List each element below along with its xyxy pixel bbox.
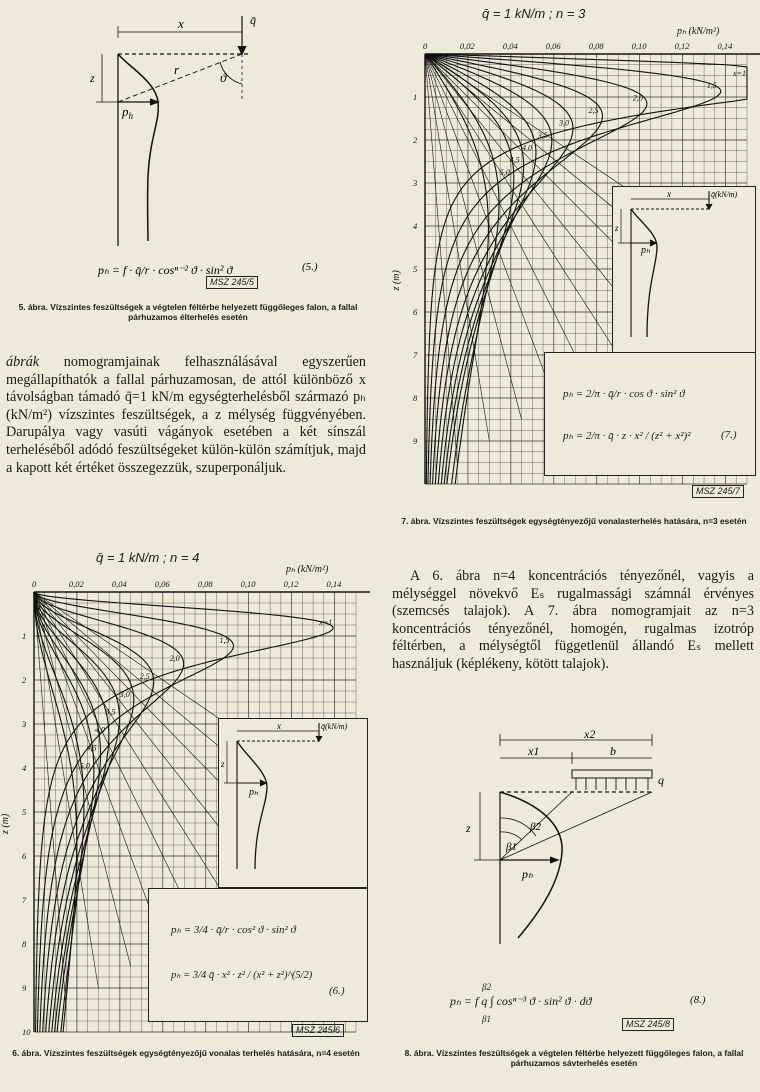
fig8-formula-number: (8.) xyxy=(690,994,706,1006)
g7-xlabel: pₕ (kN/m²) xyxy=(677,26,720,37)
g7-ytick-0: 1 xyxy=(413,92,418,102)
fig5-caption: 5. ábra. Vízszintes feszültségek a végtelen féltérbe helyezett függőleges falon, a fallal párhuzamos élterhelés esetén xyxy=(18,302,358,322)
g7-ytick-3: 4 xyxy=(413,221,418,231)
g7-curve-label-0: x=1 xyxy=(733,68,746,78)
fig5-label-theta: ϑ xyxy=(220,70,227,85)
g7-ylabel: z (m) xyxy=(391,270,402,291)
fig8-stamp: MSZ 245/8 xyxy=(622,1018,674,1031)
g6-curve-label-3: 2,5 xyxy=(139,671,150,681)
g6-xtick-4: 0,08 xyxy=(197,579,213,589)
fig8-label-q: q xyxy=(658,773,664,787)
fig5-label-ph: p xyxy=(122,104,129,119)
g6-ytick-1: 2 xyxy=(22,675,27,685)
g6-curve-label-7: 4,5 xyxy=(86,743,97,753)
fig5-label-r: r xyxy=(174,62,180,77)
g7-xtick-0: 0 xyxy=(423,41,428,51)
fig7-formula-2: pₕ = 2/π · q̄ · z · x² / (z² + x²)² xyxy=(563,430,691,442)
fig6-formula-box xyxy=(148,888,368,1022)
svg-text:ph xyxy=(121,104,134,121)
fig5-label-x: x xyxy=(178,16,184,31)
fig6-formula-number: (6.) xyxy=(329,985,345,997)
body-text-right: A 6. ábra n=4 koncentrációs tényezőnél, vagyis a mélységgel növekvő Eₛ rugalmassági számnál érvényes (szemcsés talajok). A 7. ábra nomogramjait az n=3 koncentrációs tényezőnél, homogén, rugalmas izotróp féltérben, a mélységtől függetlenül állandó Eₛ mellett használjuk (képlékeny, kötött talajok). xyxy=(392,568,754,672)
g6-curve-label-5: 3,5 xyxy=(105,707,116,717)
g6-ytick-8: 9 xyxy=(22,983,27,993)
fig8-label-ph: pₕ xyxy=(522,867,533,881)
body-text-left-lead: ábrák xyxy=(6,354,40,370)
g6-curve-label-2: 2,0 xyxy=(169,653,180,663)
g7-curve-label-3: 2,5 xyxy=(588,106,599,116)
fig5-stamp: MSZ 245/5 xyxy=(206,276,258,289)
g7-ytick-7: 8 xyxy=(413,393,418,403)
g7-xtick-3: 0,06 xyxy=(545,41,561,51)
g7-curve-label-1: 1,5 xyxy=(706,81,717,91)
g7-ytick-5: 6 xyxy=(413,307,418,317)
fig7-stamp: MSZ 245/7 xyxy=(692,485,744,498)
g6-ytick-9: 10 xyxy=(22,1027,31,1037)
g6-xtick-0: 0 xyxy=(32,579,37,589)
fig7-title: q̄ = 1 kN/m ; n = 3 xyxy=(482,6,586,21)
fig6-title: q̄ = 1 kN/m ; n = 4 xyxy=(96,550,200,565)
g7-ytick-4: 5 xyxy=(413,264,418,274)
fig8-formula: pₕ = f q ∫ cosⁿ⁻³ ϑ · sin² ϑ · dϑ xyxy=(450,994,592,1008)
g7-xtick-7: 0,14 xyxy=(717,41,733,51)
fig8-label-b: b xyxy=(610,744,616,758)
g6-xtick-6: 0,12 xyxy=(283,579,299,589)
g7-curve-label-6: 4,0 xyxy=(521,143,532,153)
g7-ytick-6: 7 xyxy=(413,350,418,360)
g6-ytick-2: 3 xyxy=(22,719,27,729)
g6-ytick-4: 5 xyxy=(22,807,27,817)
fig8-label-x2: x2 xyxy=(584,727,596,741)
g7-curve-label-8: 5,0 xyxy=(499,168,510,178)
g6-xlabel: pₕ (kN/m²) xyxy=(286,564,329,575)
g7-xtick-5: 0,10 xyxy=(631,41,647,51)
g6-curve-label-8: 5,0 xyxy=(79,761,90,771)
fig6-inset-q: q̄(kN/m) xyxy=(321,722,348,731)
body-text-left xyxy=(6,354,366,477)
g6-xtick-3: 0,06 xyxy=(154,579,170,589)
fig6-caption: 6. ábra. Vízszintes feszültségek egységtényezőjű vonalas terhelés hatására, n=4 esetén xyxy=(12,1048,360,1058)
fig6-stamp: MSZ 245/6 xyxy=(292,1024,344,1037)
g7-curve-label-7: 4,5 xyxy=(509,155,520,165)
fig7-inset-q: q̄(kN/m) xyxy=(711,190,738,199)
fig5-formula-number: (5.) xyxy=(302,261,318,273)
g7-curve-label-2: 2,0 xyxy=(632,93,643,103)
g6-ytick-0: 1 xyxy=(22,631,27,641)
g6-curve-label-4: 3,0 xyxy=(119,689,130,699)
body-text-left-body: nomogramjainak felhasználásával egyszerűen megállapíthatók a fallal párhuzamosan, de attól különböző x távolságban támadó q̄=1 kN/m egységterhelésből származó pₕ (kN/m²) vízszintes feszültségek, a z mélység függvényében. Darupálya vagy vasúti vágányok esetében a két sínszál terheléséből adódó feszültségeket külön-külön számítjuk, majd a kapott két értéket összegezzük, szuperponáljuk. xyxy=(6,354,366,476)
fig8-diagram xyxy=(444,727,714,950)
fig7-formula-box xyxy=(544,352,756,476)
fig7-caption: 7. ábra. Vízszintes feszültségek egységtényezőjű vonalasterhelés hatására, n=3 esetén xyxy=(401,516,747,526)
g6-ytick-3: 4 xyxy=(22,763,27,773)
fig6-inset-z: z xyxy=(221,759,225,769)
g7-xtick-4: 0,08 xyxy=(588,41,604,51)
fig8-label-beta1: β1 xyxy=(506,841,517,853)
fig6-inset-x: x xyxy=(277,721,281,731)
g6-xtick-2: 0,04 xyxy=(111,579,127,589)
g7-xtick-6: 0,12 xyxy=(674,41,690,51)
g6-curve-label-0: x=1 xyxy=(319,617,333,627)
g6-ytick-5: 6 xyxy=(22,851,27,861)
g6-curve-label-6: 4,0 xyxy=(94,725,105,735)
fig5-label-q: q̄ xyxy=(250,13,256,27)
fig7-formula-number: (7.) xyxy=(721,429,737,441)
fig7-inset-x: x xyxy=(667,189,671,199)
fig8-caption: 8. ábra. Vízszintes feszültségek a végtelen féltérbe helyezett függőleges falon, a fallal párhuzamos sávterhelés esetén xyxy=(404,1048,744,1068)
fig6-inset-ph: pₕ xyxy=(249,787,259,798)
fig7-formula-1: pₕ = 2/π · q̄/r · cos ϑ · sin² ϑ xyxy=(563,388,685,400)
fig8-int-lower: β1 xyxy=(482,1014,491,1024)
fig5-label-z: z xyxy=(90,71,95,85)
g7-xtick-2: 0,04 xyxy=(502,41,518,51)
fig8-int-upper: β2 xyxy=(482,982,491,992)
g7-ytick-1: 2 xyxy=(413,135,418,145)
fig5-formula: pₕ = f · q̄/r · cosⁿ⁻² ϑ · sin² ϑ xyxy=(98,263,233,277)
g6-xtick-7: 0,14 xyxy=(326,579,342,589)
g7-curve-label-4: 3,0 xyxy=(558,118,569,128)
fig5-pressure-curve xyxy=(118,54,158,241)
g6-ytick-7: 8 xyxy=(22,939,27,949)
fig6-formula-1: pₕ = 3/4 · q̄/r · cos² ϑ · sin² ϑ xyxy=(171,924,296,936)
g6-curve-label-1: 1,5 xyxy=(219,635,230,645)
fig6-inset xyxy=(218,718,368,888)
g7-ytick-8: 9 xyxy=(413,436,418,446)
g6-ytick-6: 7 xyxy=(22,895,27,905)
g7-xtick-1: 0,02 xyxy=(459,41,475,51)
fig8-pressure-curve xyxy=(500,792,562,938)
fig8-label-x1: x1 xyxy=(528,744,540,758)
fig7-inset-ph: pₕ xyxy=(641,245,651,256)
fig5-label-ph-sub: h xyxy=(128,111,133,121)
g6-xtick-1: 0,02 xyxy=(68,579,84,589)
fig8-label-beta2: β2 xyxy=(530,821,541,833)
g6-xtick-5: 0,10 xyxy=(240,579,256,589)
g7-curve-label-5: 3,5 xyxy=(537,130,548,140)
fig8-label-z: z xyxy=(466,821,471,835)
g7-ytick-2: 3 xyxy=(413,178,418,188)
g6-ylabel: z (m) xyxy=(0,813,11,834)
fig5-diagram xyxy=(70,6,370,296)
fig7-inset xyxy=(612,186,756,354)
fig7-inset-z: z xyxy=(615,223,619,233)
fig6-formula-2: pₕ = 3/4 q̄ · x² · z² / (x² + z²)^(5/2) xyxy=(171,970,313,981)
